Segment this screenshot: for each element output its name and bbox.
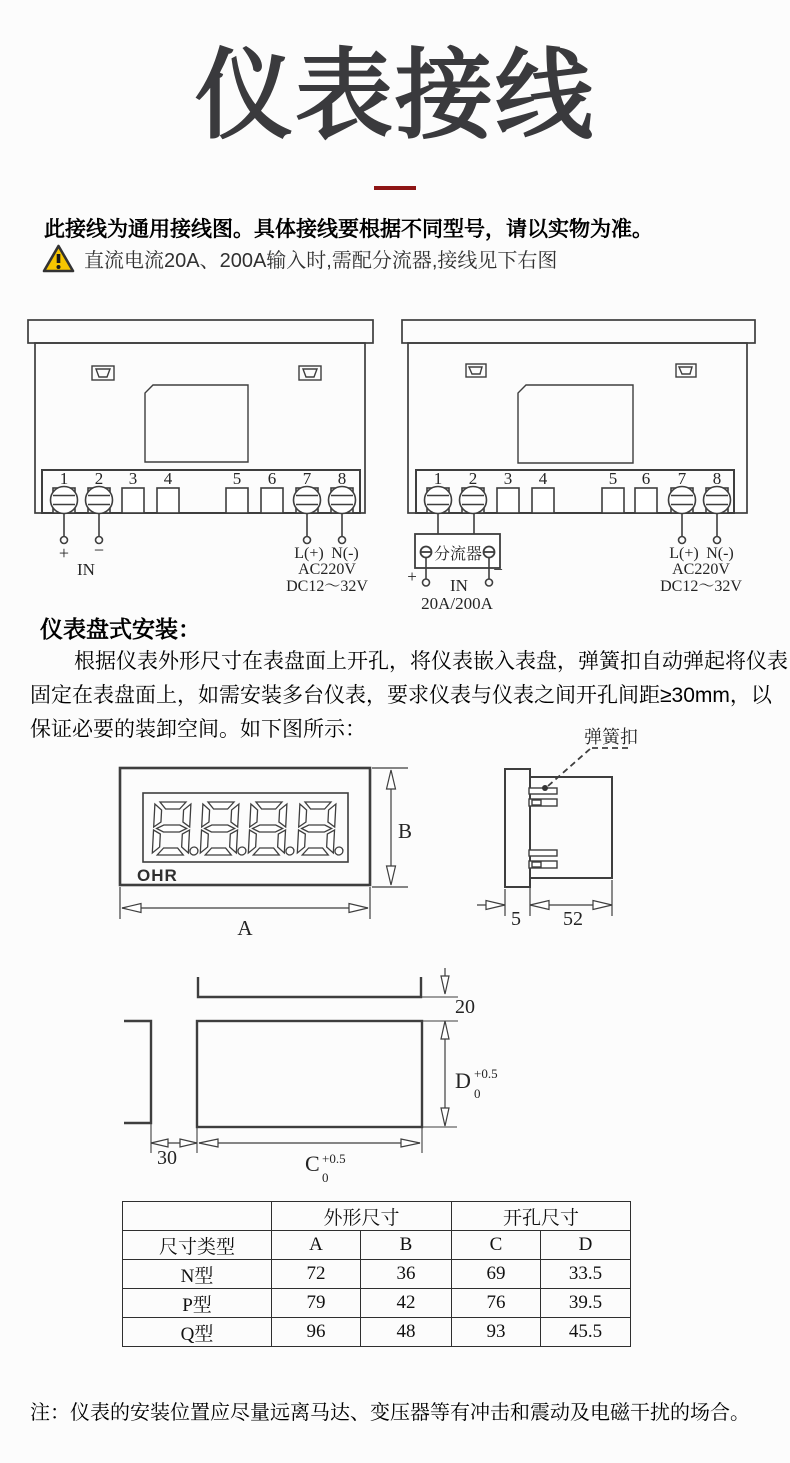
footer-note: 注：仪表的安装位置应尽量远离马达、变压器等有冲击和震动及电磁干扰的场合。	[30, 1402, 750, 1424]
main-cutout	[197, 1021, 422, 1127]
page-title: 仪表接线	[194, 40, 595, 150]
dim-c-label: C	[305, 1151, 320, 1176]
group-header-cutout: 开孔尺寸	[452, 1202, 631, 1231]
dim-a-label: A	[237, 916, 253, 940]
svg-text:6: 6	[267, 469, 277, 488]
dimension-a	[120, 887, 370, 919]
value-cell: 93	[452, 1318, 541, 1347]
spring-leader-line	[548, 748, 632, 786]
svg-text:8: 8	[337, 469, 347, 488]
dimension-30	[151, 1139, 197, 1147]
dim-d-sup: +0.5	[474, 1066, 498, 1081]
in-label: IN	[450, 576, 468, 595]
type-cell: N型	[123, 1260, 272, 1289]
upper-adjacent-cutout	[198, 977, 421, 997]
screw-terminal-icon	[425, 487, 731, 514]
value-cell: 39.5	[541, 1289, 631, 1318]
minus-label: −	[93, 540, 105, 560]
shunt-label: 分流器	[433, 546, 483, 563]
warning-text: 直流电流20A、200A输入时,需配分流器,接线见下右图	[84, 250, 558, 272]
svg-text:7: 7	[302, 469, 312, 488]
dim-c-sub: 0	[322, 1170, 329, 1185]
terminal-blocks	[425, 487, 731, 514]
value-cell: 72	[272, 1260, 361, 1289]
mount-clip-icon	[466, 364, 696, 377]
left-adjacent-cutout	[124, 1021, 151, 1123]
dimension-20	[441, 968, 449, 994]
dim-front-label: 5	[511, 908, 521, 930]
neutral-label: N(-)	[706, 545, 734, 562]
install-heading: 仪表盘式安装：	[40, 616, 201, 642]
svg-text:5: 5	[232, 469, 242, 488]
amps-label: 20A/200A	[421, 594, 493, 613]
row-header-label: 尺寸类型	[123, 1231, 272, 1260]
line-label: L(+)	[669, 545, 699, 562]
install-line: 保证必要的装卸空间。如下图所示：	[30, 718, 366, 741]
wires	[61, 513, 346, 544]
install-line: 固定在表盘面上，如需安装多台仪表，要求仪表与仪表之间开孔间距≥30mm，以	[30, 684, 772, 707]
neutral-label: N(-)	[331, 545, 359, 562]
plus-label: +	[58, 543, 70, 563]
svg-text:3: 3	[128, 469, 138, 488]
svg-text:2: 2	[94, 469, 104, 488]
dim-30-label: 30	[157, 1147, 177, 1169]
svg-text:6: 6	[641, 469, 651, 488]
col-header: D	[541, 1231, 631, 1260]
dim-b-label: B	[398, 819, 413, 843]
value-cell: 69	[452, 1260, 541, 1289]
line-label: L(+)	[294, 545, 324, 562]
svg-text:1: 1	[59, 469, 69, 488]
minus-label: −	[493, 560, 503, 579]
terminal	[157, 488, 179, 513]
dc-label: DC12～32V	[286, 578, 368, 595]
wiring-diagram-left	[28, 320, 373, 595]
plus-label: +	[407, 567, 417, 586]
dim-20-label: 20	[455, 996, 475, 1018]
dimension-d	[441, 1021, 449, 1126]
svg-text:2: 2	[468, 469, 478, 488]
svg-text:4: 4	[163, 469, 173, 488]
svg-text:1: 1	[433, 469, 443, 488]
value-cell: 76	[452, 1289, 541, 1318]
svg-text:8: 8	[712, 469, 722, 488]
ac-label: AC220V	[298, 561, 356, 578]
value-cell: 96	[272, 1318, 361, 1347]
svg-text:3: 3	[503, 469, 513, 488]
value-cell: 79	[272, 1289, 361, 1318]
value-cell: 33.5	[541, 1260, 631, 1289]
notice-bold-text: 此接线为通用接线图。具体接线要根据不同型号，请以实物为准。	[44, 218, 653, 241]
mount-clip-icon	[92, 366, 321, 380]
seven-segment-digits	[152, 802, 345, 855]
depth-dimensions	[477, 880, 612, 916]
screw-terminal-icon	[51, 487, 356, 514]
spring-clip-label: 弹簧扣	[584, 727, 638, 747]
flange	[402, 320, 755, 343]
brand-logo: OHR	[137, 866, 178, 885]
terminal	[497, 488, 519, 513]
value-cell: 45.5	[541, 1318, 631, 1347]
dim-depth-label: 52	[563, 908, 583, 930]
terminal-blocks	[51, 487, 356, 514]
col-header: B	[361, 1231, 452, 1260]
front-panel-diagram	[120, 768, 412, 940]
type-cell: Q型	[123, 1318, 272, 1347]
svg-text:4: 4	[538, 469, 548, 488]
terminal-numbers	[434, 469, 722, 488]
ac-label: AC220V	[672, 561, 730, 578]
dc-label: DC12～32V	[660, 578, 742, 595]
leader-dot	[542, 785, 548, 791]
dim-d-label: D	[455, 1068, 471, 1093]
value-cell: 42	[361, 1289, 452, 1318]
label-window	[145, 385, 248, 462]
terminal-numbers	[60, 469, 347, 488]
spring-clip	[529, 788, 557, 868]
dim-d-sub: 0	[474, 1086, 481, 1101]
terminal	[602, 488, 624, 513]
dim-c-sup: +0.5	[322, 1151, 346, 1166]
svg-text:7: 7	[677, 469, 687, 488]
terminal	[261, 488, 283, 513]
terminal	[635, 488, 657, 513]
value-cell: 48	[361, 1318, 452, 1347]
group-header-outline: 外形尺寸	[272, 1202, 452, 1231]
install-line: 根据仪表外形尺寸在表盘面上开孔，将仪表嵌入表盘，弹簧扣自动弹起将仪表	[74, 650, 788, 673]
terminal	[532, 488, 554, 513]
terminal	[226, 488, 248, 513]
type-cell: P型	[123, 1289, 272, 1318]
side-view-diagram	[477, 727, 638, 930]
front-bezel	[505, 769, 530, 887]
label-window	[518, 385, 633, 463]
dimension-c	[199, 1139, 420, 1147]
cutout-diagram	[124, 968, 498, 1185]
svg-text:5: 5	[608, 469, 618, 488]
terminal	[122, 488, 144, 513]
wiring-diagram-right	[402, 320, 755, 613]
value-cell: 36	[361, 1260, 452, 1289]
in-label: IN	[77, 560, 95, 579]
col-header: C	[452, 1231, 541, 1260]
flange	[28, 320, 373, 343]
col-header: A	[272, 1231, 361, 1260]
